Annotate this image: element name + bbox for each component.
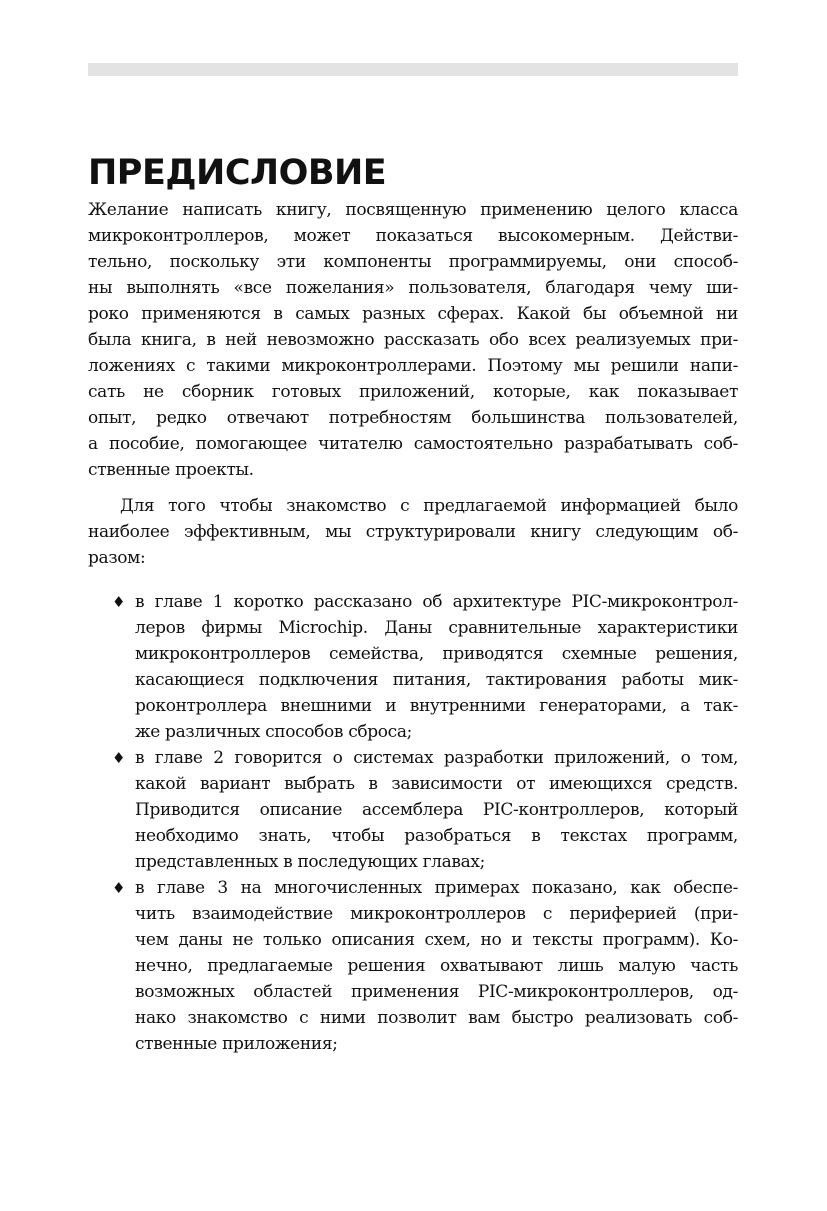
text-line: Желание написать книгу, посвященную применению целого класса [88,200,738,220]
paragraph-intro [88,197,738,483]
list-item-chapter-1 [88,589,738,745]
list-item-chapter-3 [88,875,738,1057]
text-line: микроконтроллеров семейства, приводятся схемные решения, [135,644,738,664]
page-title: ПРЕДИСЛОВИЕ [88,153,387,193]
text-line: роконтроллера внешними и внутренними генераторами, а так- [135,696,738,716]
text-line: в главе 3 на многочисленных примерах показано, как обеспе- [135,878,738,898]
text-line: в главе 1 коротко рассказано об архитектуре PIC-микроконтрол- [135,592,738,612]
text-line: возможных областей применения PIC-микроконтроллеров, од- [135,982,738,1002]
text-line: ложениях с такими микроконтроллерами. Поэтому мы решили напи- [88,356,738,376]
text-line: была книга, в ней невозможно рассказать обо всех реализуемых при- [88,330,738,350]
text-line: Для того чтобы знакомство с предлагаемой информацией было [120,496,738,516]
diamond-bullet-icon: ♦ [112,879,126,897]
text-line: микроконтроллеров, может показаться высокомерным. Действи- [88,226,738,246]
text-line: разом: [88,548,146,568]
text-line: чем даны не только описания схем, но и тексты программ). Ко- [135,930,738,950]
text-line: сать не сборник готовых приложений, которые, как показывает [88,382,738,402]
header-rule [88,63,738,76]
body-text [88,197,738,1057]
text-line: чить взаимодействие микроконтроллеров с периферией (при- [135,904,738,924]
text-line: касающиеся подключения питания, тактирования работы мик- [135,670,738,690]
text-line: нечно, предлагаемые решения охватывают лишь малую часть [135,956,738,976]
text-line: тельно, поскольку эти компоненты программируемы, они способ- [88,252,738,272]
text-line: какой вариант выбрать в зависимости от имеющихся средств. [135,774,738,794]
text-line: наиболее эффективным, мы структурировали книгу следующим об- [88,522,738,542]
text-line: нако знакомство с ними позволит вам быстро реализовать соб- [135,1008,738,1028]
text-line: ны выполнять «все пожелания» пользователя, благодаря чему ши- [88,278,738,298]
text-line: роко применяются в самых разных сферах. Какой бы объемной ни [88,304,738,324]
text-line: леров фирмы Microchip. Даны сравнительные характеристики [135,618,738,638]
chapter-list [88,589,738,1057]
diamond-bullet-icon: ♦ [112,593,126,611]
list-item-chapter-2 [88,745,738,875]
paragraph-structure [88,493,738,571]
text-line: в главе 2 говорится о системах разработки приложений, о том, [135,748,738,768]
text-line: необходимо знать, чтобы разобраться в текстах программ, [135,826,738,846]
diamond-bullet-icon: ♦ [112,749,126,767]
text-line: ственные приложения; [135,1034,338,1054]
text-line: же различных способов сброса; [135,722,413,742]
text-line: представленных в последующих главах; [135,852,485,872]
text-line: ственные проекты. [88,460,254,480]
text-line: опыт, редко отвечают потребностям большинства пользователей, [88,408,738,428]
text-line: а пособие, помогающее читателю самостоятельно разрабатывать соб- [88,434,738,454]
text-line: Приводится описание ассемблера PIC-контроллеров, который [135,800,738,820]
